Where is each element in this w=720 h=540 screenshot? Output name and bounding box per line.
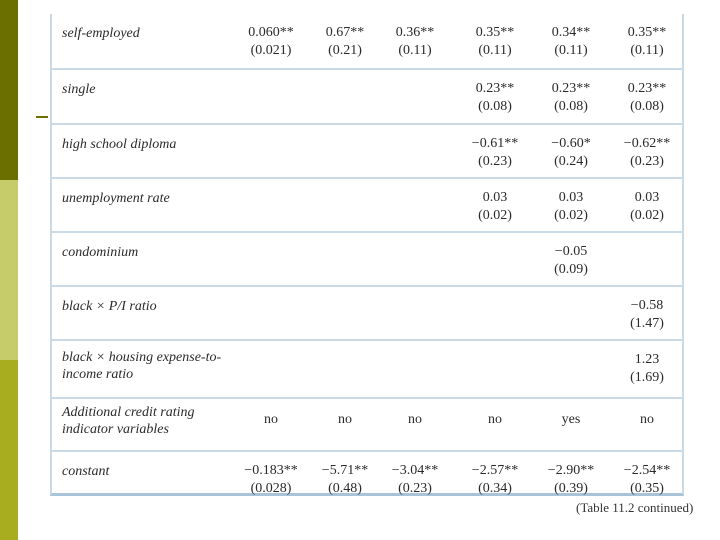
coefficient-value: 0.03 [634,190,660,205]
table-cell [310,24,380,60]
table-row [52,123,682,177]
table-cell [536,243,606,279]
coefficient-value: −3.04** [391,463,439,478]
row-label: high school diploma [62,137,177,152]
table-cell [380,462,450,498]
coefficient-value: 0.03 [482,190,508,205]
table-cell [612,80,682,116]
row-label: single [62,82,96,97]
table-cell [536,189,606,225]
coefficient-value: 0.23** [551,81,591,96]
coefficient-value: −0.183** [244,463,298,478]
coefficient-value: −0.60* [551,136,591,151]
row-label: unemployment rate [62,191,170,206]
side-bar-dark [0,0,18,180]
coefficient-value: −2.57** [471,463,519,478]
coefficient-value: 0.23** [475,81,515,96]
coefficient-value: −2.90** [547,463,595,478]
standard-error-value: (0.21) [328,43,362,58]
coefficient-value: −2.54** [623,463,671,478]
table-cell [460,135,530,171]
table-cell [536,80,606,116]
standard-error-value: (1.69) [630,370,664,385]
table-cell [612,297,682,333]
table-cell [612,462,682,498]
table-cell [536,411,606,429]
standard-error-value: (0.24) [554,154,588,169]
table-cell [460,411,530,429]
coefficient-value: 0.67** [325,25,365,40]
standard-error-value: (0.11) [478,43,512,58]
standard-error-value: (0.48) [328,481,362,496]
table-cell [460,462,530,498]
table-cell [380,411,450,429]
standard-error-value: (0.08) [554,99,588,114]
row-label: condominium [62,245,139,260]
coefficient-value: −0.62** [623,136,671,151]
coefficient-value: 0.34** [551,25,591,40]
standard-error-value: (0.09) [554,262,588,277]
standard-error-value: (0.11) [630,43,664,58]
table-row [52,285,682,339]
standard-error-value: (0.23) [630,154,664,169]
coefficient-value: no [338,412,352,427]
side-bar-light [0,360,18,540]
coefficient-value: −0.58 [630,298,664,313]
coefficient-value: 1.23 [634,352,660,367]
table-cell [460,189,530,225]
standard-error-value: (0.11) [554,43,588,58]
coefficient-value: no [640,412,654,427]
table-row [52,450,682,496]
table-footer-note: (Table 11.2 continued) [576,500,694,515]
coefficient-value: −0.61** [471,136,519,151]
coefficient-value: −0.05 [554,244,588,259]
table-cell [380,24,450,60]
table-cell [236,462,306,498]
table-cell [612,351,682,387]
bullet-dash [36,116,48,118]
coefficient-value: 0.36** [395,25,435,40]
coefficient-value: 0.35** [475,25,515,40]
table-cell [536,135,606,171]
table-cell [612,411,682,429]
standard-error-value: (1.47) [630,316,664,331]
table-row [52,177,682,231]
standard-error-value: (0.23) [478,154,512,169]
standard-error-value: (0.39) [554,481,588,496]
coefficient-value: no [408,412,422,427]
row-label: Additional credit rating indicator variables [62,405,195,437]
row-label: black × housing expense-to-income ratio [62,350,222,382]
table-cell [460,80,530,116]
standard-error-value: (0.02) [554,208,588,223]
coefficient-value: −5.71** [321,463,369,478]
coefficient-value: 0.23** [627,81,667,96]
table-cell [612,135,682,171]
side-bar-mid [0,180,18,360]
table-cell [612,189,682,225]
regression-table [50,14,684,496]
standard-error-value: (0.08) [478,99,512,114]
row-label: black × P/I ratio [62,299,157,314]
table-cell [310,411,380,429]
standard-error-value: (0.028) [250,481,292,496]
table-cell [310,462,380,498]
coefficient-value: 0.060** [248,25,294,40]
table-row [52,397,682,450]
standard-error-value: (0.08) [630,99,664,114]
coefficient-value: 0.03 [558,190,584,205]
row-label: self-employed [62,26,140,41]
standard-error-value: (0.11) [398,43,432,58]
standard-error-value: (0.02) [478,208,512,223]
table-cell [460,24,530,60]
table-cell [236,24,306,60]
standard-error-value: (0.02) [630,208,664,223]
table-row [52,68,682,123]
table-row [52,14,682,68]
table-cell [536,462,606,498]
table-cell [536,24,606,60]
coefficient-value: no [264,412,278,427]
table-cell [236,411,306,429]
coefficient-value: yes [561,412,581,427]
table-cell [612,24,682,60]
coefficient-value: no [488,412,502,427]
standard-error-value: (0.23) [398,481,432,496]
table-row [52,231,682,285]
coefficient-value: 0.35** [627,25,667,40]
standard-error-value: (0.021) [250,43,292,58]
standard-error-value: (0.35) [630,481,664,496]
row-label: constant [62,464,110,479]
table-row [52,339,682,397]
standard-error-value: (0.34) [478,481,512,496]
